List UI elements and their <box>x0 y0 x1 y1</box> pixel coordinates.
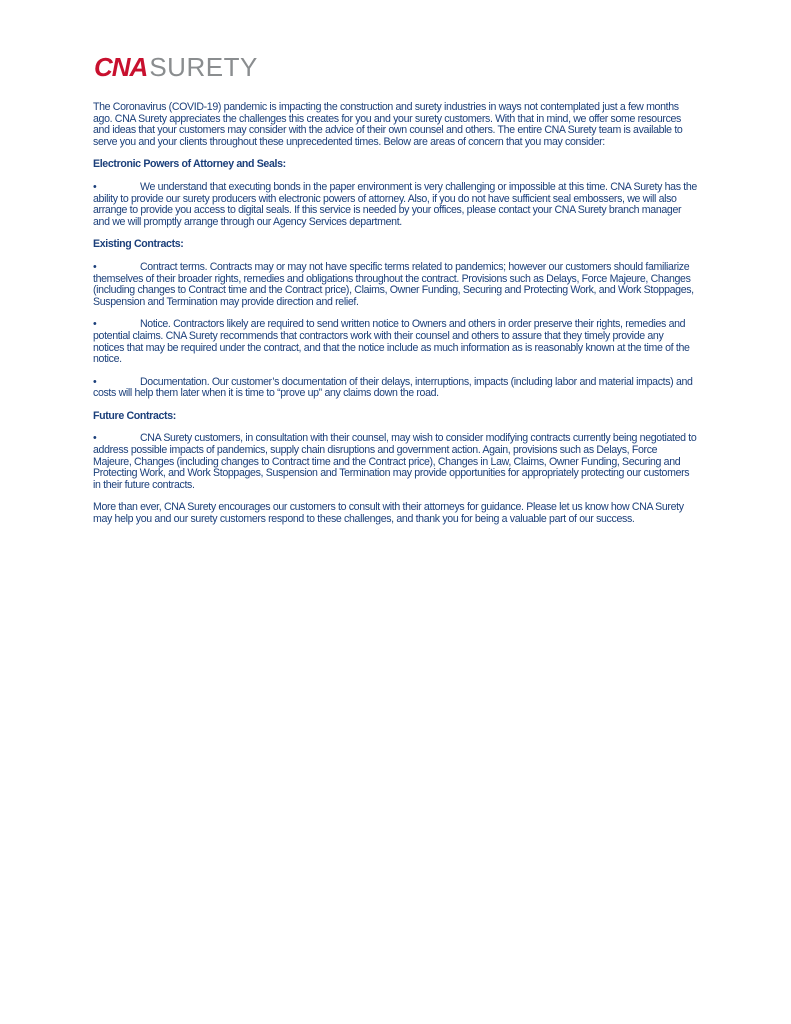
intro-paragraph: The Coronavirus (COVID-19) pandemic is impacting the construction and surety industries in ways not contemplated just a few months ago. CNA Surety appreciates the challenges this creates for you and your surety customers. With that in mind, we offer some resources and ideas that your customers may consider with the advice of their own counsel and others. The entire CNA Surety team is available to serve you and your clients throughout these unprecedented times. Below are areas of concern that you may consider: <box>93 101 683 148</box>
logo-cna-text: CNA <box>94 52 148 82</box>
closing-paragraph: More than ever, CNA Surety encourages our customers to consult with their attorneys for guidance. Please let us know how CNA Surety may help you and our surety customers respond to these challenges, and thank you for being a valuable part of our success. <box>93 501 684 526</box>
bullet-text: We understand that executing bonds in the paper environment is very challenging or impossible at this time. CNA Surety has the ability to provide our surety producers with electronic powers of attorney. Also, if you do not have sufficient seal embossers, we will also arrange to provide you access to digital seals. If this service is needed by your offices, please contact your CNA Surety branch manager and we will promptly arrange through our Agency Services department. <box>93 180 697 228</box>
cna-surety-logo <box>94 52 258 82</box>
logo-surety-text: SURETY <box>149 52 258 82</box>
section-heading-existing-contracts: Existing Contracts: <box>93 238 184 251</box>
bullet-marker: • <box>93 260 97 273</box>
bullet-paragraph <box>93 319 697 365</box>
bullet-text: CNA Surety customers, in consultation with their counsel, may wish to consider modifying contracts currently being negotiated to address possible impacts of pandemics, supply chain disruptions and government action. Again, provisions such as Delays, Force Majeure, Changes (including changes to Contract time and the Contract price), Changes in Law, Claims, Owner Funding, Securing and Protecting Work, and Work Stoppages, Suspension and Termination may provide opportunities for appropriately protecting our customers in their future contracts. <box>93 432 697 491</box>
section-heading-electronic-poa: Electronic Powers of Attorney and Seals: <box>93 158 286 171</box>
bullet-text: Notice. Contractors likely are required to send written notice to Owners and others in order preserve their rights, remedies and potential claims. CNA Surety recommends that contractors work with their counsel and others to assure that they timely provide any notices that may be required under the contract, and that the notice include as much information as is reasonably known at the time of the notice. <box>93 318 690 366</box>
bullet-text: Documentation. Our customer’s documentation of their delays, interruptions, impacts (including labor and material impacts) and costs will help them later when it is time to “prove up” any claims down the road. <box>93 375 693 400</box>
bullet-paragraph <box>93 377 697 400</box>
section-heading-future-contracts: Future Contracts: <box>93 409 176 422</box>
bullet-marker: • <box>93 375 97 388</box>
bullet-marker: • <box>93 432 97 445</box>
bullet-paragraph <box>93 182 697 228</box>
bullet-text: Contract terms. Contracts may or may not have specific terms related to pandemics; however our customers should familiarize themselves of their broader rights, remedies and obligations throughout the contract. Provisions such as Delays, Force Majeure, Changes (including changes to Contract time and the Contract price), Claims, Owner Funding, Securing and Protecting Work, and Work Stoppages, Suspension and Termination may provide direction and relief. <box>93 260 694 308</box>
bullet-marker: • <box>93 318 97 331</box>
letter-body <box>93 102 697 537</box>
bullet-marker: • <box>93 180 97 193</box>
bullet-paragraph <box>93 262 697 308</box>
bullet-paragraph <box>93 433 697 491</box>
